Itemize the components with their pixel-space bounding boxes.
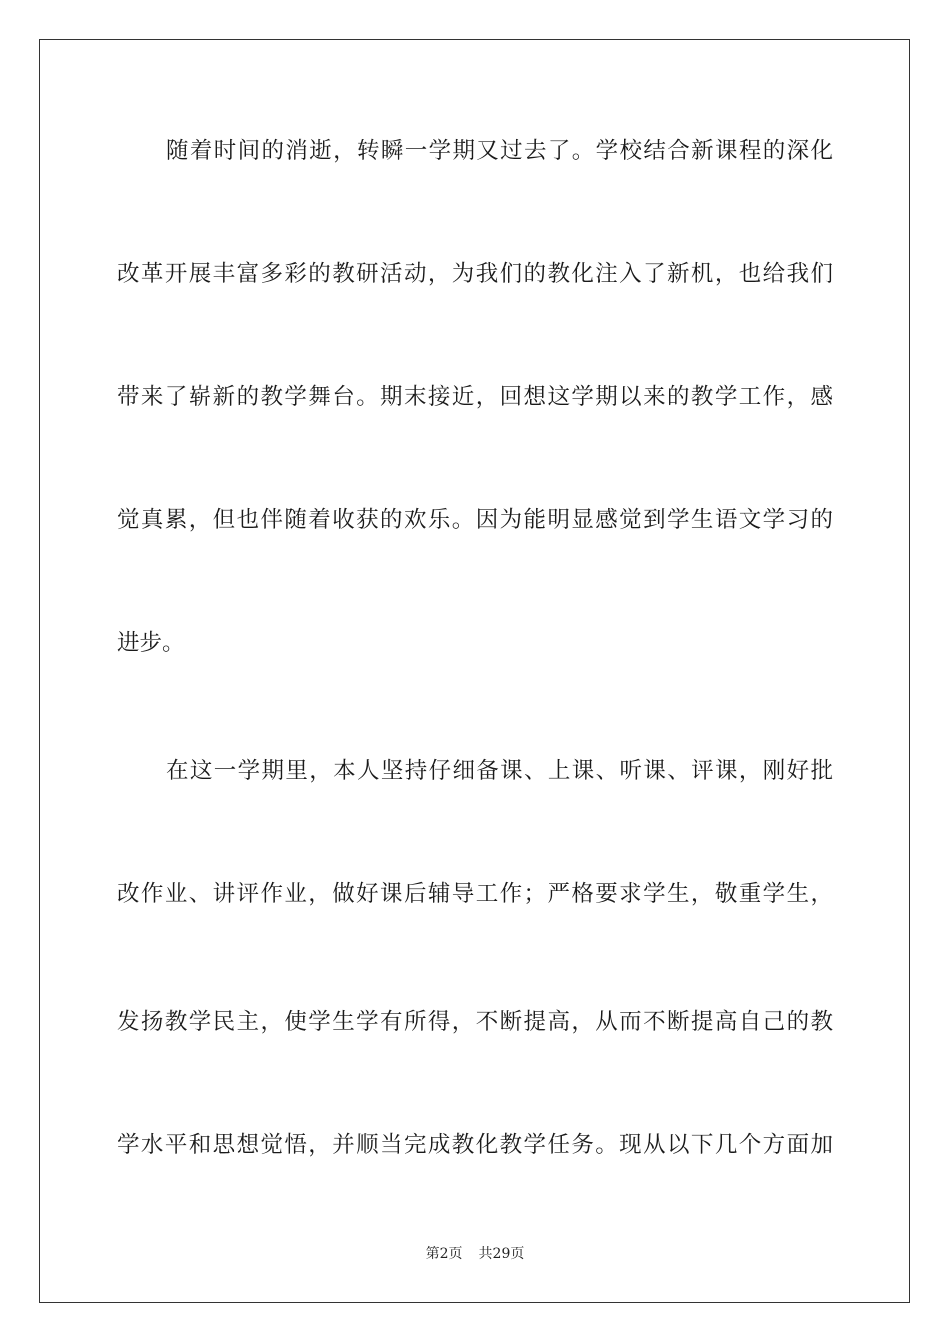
page-frame: [39, 39, 910, 1303]
paragraph-1-line-4: 觉真累，但也伴随着收获的欢乐。因为能明显感觉到学生语文学习的: [117, 507, 833, 533]
page-number: 第2页: [425, 1246, 463, 1262]
paragraph-1-line-5: 进步。: [117, 630, 185, 656]
paragraph-1-line-3: 带来了崭新的教学舞台。期末接近，回想这学期以来的教学工作，感: [117, 384, 833, 410]
paragraph-2-line-2: 改作业、讲评作业，做好课后辅导工作；严格要求学生，敬重学生，: [117, 881, 833, 907]
paragraph-2-line-1: 在这一学期里，本人坚持仔细备课、上课、听课、评课，刚好批: [166, 758, 833, 784]
paragraph-1-line-1: 随着时间的消逝，转瞬一学期又过去了。学校结合新课程的深化: [166, 138, 833, 164]
page-footer: [0, 1244, 950, 1264]
paragraph-2-line-4: 学水平和思想觉悟，并顺当完成教化教学任务。现从以下几个方面加: [117, 1132, 833, 1158]
page-total: 共29页: [478, 1246, 525, 1262]
paragraph-1-line-2: 改革开展丰富多彩的教研活动，为我们的教化注入了新机，也给我们: [117, 261, 833, 287]
paragraph-2-line-3: 发扬教学民主，使学生学有所得，不断提高，从而不断提高自己的教: [117, 1009, 833, 1035]
